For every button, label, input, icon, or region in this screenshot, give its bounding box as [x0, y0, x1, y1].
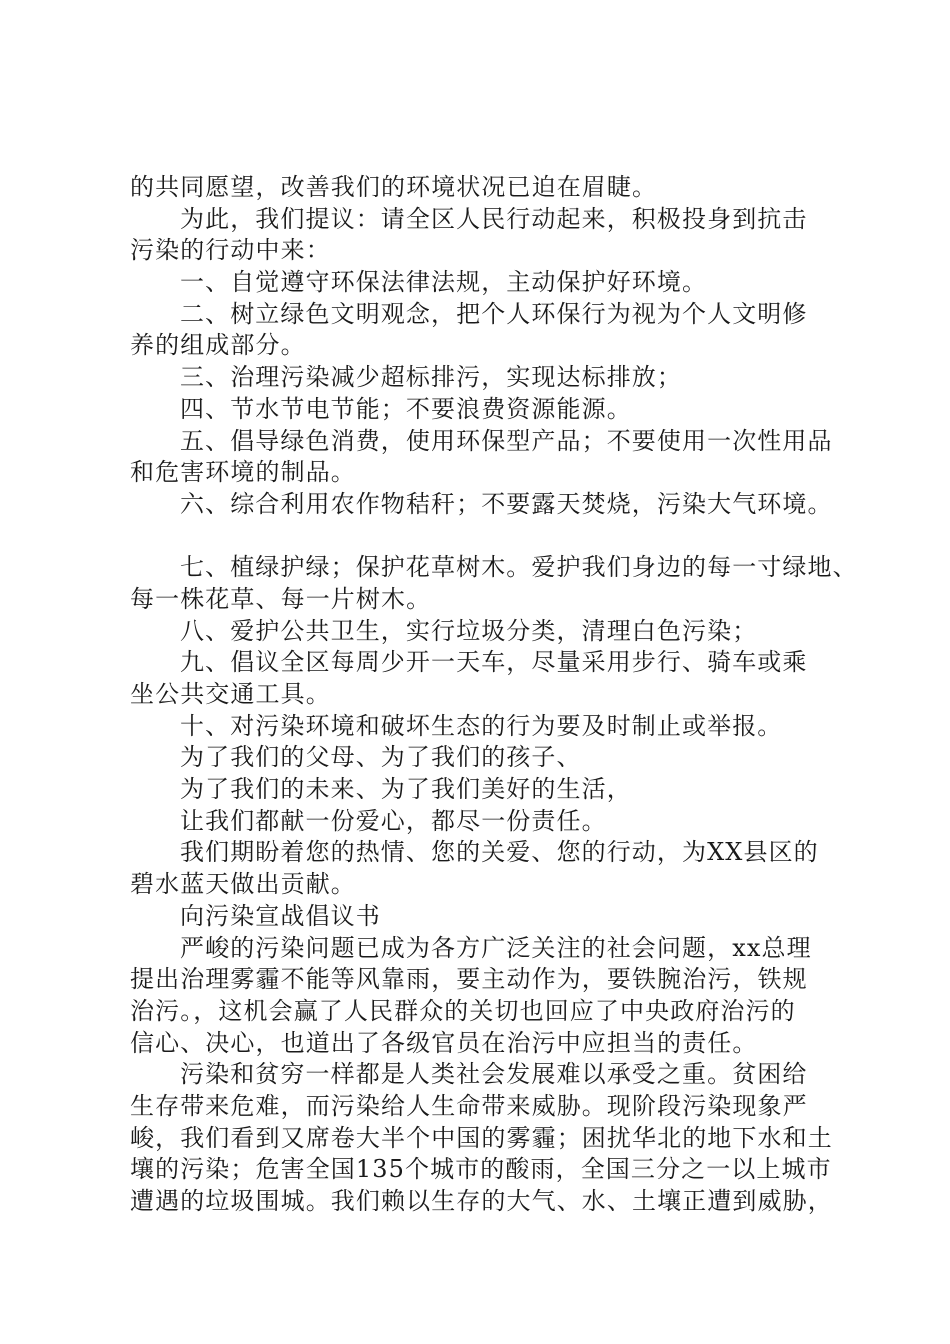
text-line: 峻，我们看到又席卷大半个中国的雾霾；困扰华北的地下水和土: [130, 1123, 833, 1152]
blank-line: [130, 521, 835, 553]
text-line: 五、倡导绿色消费，使用环保型产品；不要使用一次性用品: [180, 426, 833, 455]
text-line: 三、治理污染减少超标排污，实现达标排放；: [180, 363, 682, 392]
text-line: 遭遇的垃圾围城。我们赖以生存的大气、水、土壤正遭到威胁，: [130, 1187, 833, 1215]
text-line: 治污。，这机会赢了人民群众的关切也回应了中央政府治污的: [130, 996, 796, 1025]
text-line: 二、树立绿色文明观念，把个人环保行为视为个人文明修: [180, 299, 808, 328]
text-line: 生存带来危难，而污染给人生命带来威胁。现阶段污染现象严: [130, 1091, 808, 1120]
text-line: 污染的行动中来：: [130, 236, 331, 265]
text-line: 养的组成部分。: [130, 331, 306, 360]
text-line: 为了我们的未来、为了我们美好的生活，: [180, 775, 632, 804]
text-line: 向污染宣战倡议书: [180, 901, 381, 930]
text-line: 七、植绿护绿；保护花草树木。爱护我们身边的每一寸绿地、: [180, 553, 858, 582]
text-line: 为了我们的父母、为了我们的孩子、: [180, 743, 582, 772]
text-line: 十、对污染环境和破坏生态的行为要及时制止或举报。: [180, 711, 783, 740]
text-line: 每一株花草、每一片树木。: [130, 584, 432, 613]
text-line: 提出治理雾霾不能等风靠雨，要主动作为，要铁腕治污，铁规: [130, 965, 808, 994]
text-line: 碧水蓝天做出贡献。: [130, 870, 356, 899]
text-line: 我们期盼着您的热情、您的关爱、您的行动，为XX县区的: [180, 838, 819, 867]
text-line: 的共同愿望，改善我们的环境状况已迫在眉睫。: [130, 173, 658, 201]
text-line: 信心、决心，也道出了各级官员在治污中应担当的责任。: [130, 1028, 758, 1057]
text-line: 为此，我们提议：请全区人民行动起来，积极投身到抗击: [180, 204, 808, 233]
text-line: 污染和贫穷一样都是人类社会发展难以承受之重。贫困给: [180, 1060, 808, 1089]
text-line: 六、综合利用农作物秸秆；不要露天焚烧，污染大气环境。: [180, 489, 833, 518]
text-line: 九、倡议全区每周少开一天车，尽量采用步行、骑车或乘: [180, 648, 808, 677]
text-line: 让我们都献一份爱心，都尽一份责任。: [180, 806, 607, 835]
text-line: 八、爱护公共卫生，实行垃圾分类，清理白色污染；: [180, 616, 758, 645]
text-line: 一、自觉遵守环保法律法规，主动保护好环境。: [180, 268, 708, 297]
text-line: 四、节水节电节能；不要浪费资源能源。: [180, 394, 632, 423]
text-line: 壤的污染；危害全国135个城市的酸雨，全国三分之一以上城市: [130, 1155, 832, 1184]
text-line: 严峻的污染问题已成为各方广泛关注的社会问题，xx总理: [180, 933, 812, 962]
text-line: 坐公共交通工具。: [130, 680, 331, 708]
document-body: [130, 172, 858, 1218]
text-line: 和危害环境的制品。: [130, 458, 356, 487]
